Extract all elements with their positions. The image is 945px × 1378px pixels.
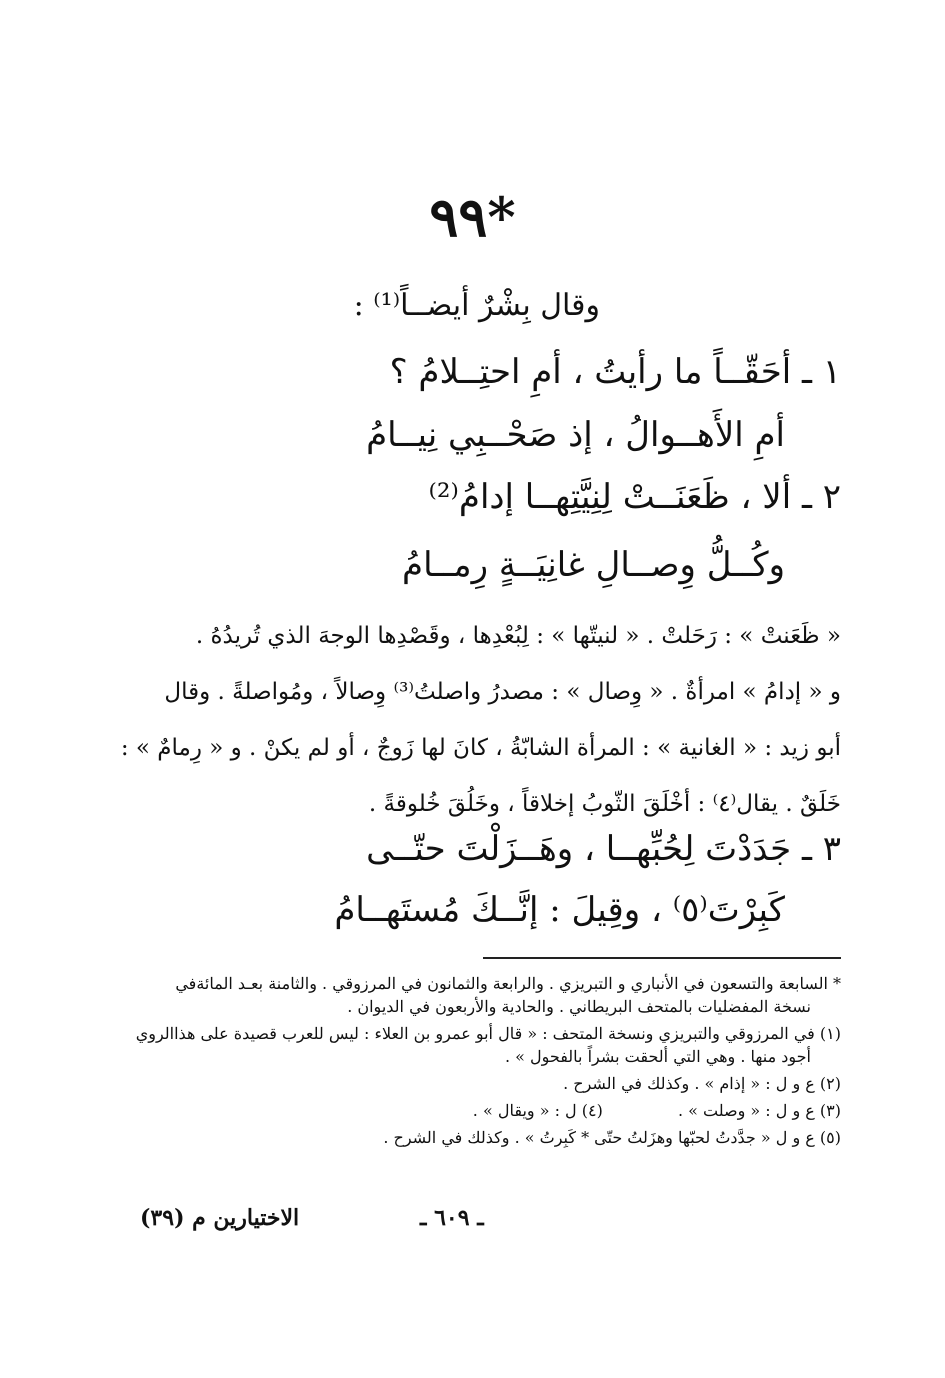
footnote-text: نسخة المفضليات بالمتحف البريطاني . والحادية والأربعون في الديوان . [347, 997, 811, 1016]
commentary-line: « ظَعَنتْ » : رَحَلتْ . « لنيتّها » : لِبُعْدِها ، وقَصْدِها الوجهَ الذي تُريدُهُ . [195, 623, 841, 649]
verse-2-first-hemistich: ٢ ـ ألا ، ظَعَنَــتْ لِنِيَّتِهــا إدامُ⁽²⁾ [428, 477, 841, 517]
footnote-text: (٥) ع و ل « جدَّدتُ لحبّها وهزَلتُ حتّى * كَبِرتُ » . وكذلك في الشرح . [383, 1128, 841, 1147]
signature-mark: الاختيارين م (٣٩) [140, 1205, 300, 1231]
verse-3-first-hemistich: ٣ ـ جَدَدْتَ لِحُبِّهــا ، وهَــزَلْتَ حتّــى [366, 829, 841, 869]
page-number: ـ ٦٠٩ ـ [420, 1205, 484, 1231]
footnote-star [106, 972, 841, 1018]
footnote-text: (١) في المرزوقي والتبريزي ونسخة المتحف : « قال أبو عمرو بن العلاء : ليس للعرب قصيدة على هذاالروي [135, 1024, 841, 1043]
footnote-text: * السابعة والتسعون في الأنباري و التبريزي . والرابعة والثمانون في المرزوقي . والثامنة بعـد المائةفي [175, 974, 841, 993]
page-footer [140, 1205, 841, 1235]
commentary-line: أبو زيد : « الغانية » : المرأة الشابّةُ ، كانَ لها زَوجٌ ، أو لم يكنْ . و « رِمامٌ » : [120, 735, 841, 761]
footnote-text: (٢) ع و ل : « إذام » . وكذلك في الشرح . [563, 1074, 841, 1093]
footnote-separator [483, 957, 841, 959]
footnote-text: (٣) ع و ل : « وصلت » . [677, 1101, 841, 1120]
poem-number: ٩٩* [429, 185, 516, 249]
verse-3-second-hemistich: كَبِرْتَ⁽٥⁾ ، وقِيلَ : إنَّــكَ مُستَهــامُ [334, 890, 785, 930]
footnotes [106, 972, 841, 1153]
commentary-line: و « إدامُ » امرأةٌ . « وِصال » : مصدرُ واصلتُ⁽³⁾ وِصالاً ، ومُواصلةً . وقال [164, 679, 841, 705]
footnote-2 [106, 1072, 841, 1095]
verse-1-first-hemistich: ١ ـ أحَقّــاً ما رأيتُ ، أمِ احتِــلامُ ؟ [389, 352, 841, 392]
commentary [105, 608, 841, 832]
poem-intro: وقال بِشْرٌ أيضــاً⁽¹⁾ : [353, 288, 600, 323]
footnote-3-4 [106, 1099, 841, 1122]
commentary-line: خَلَقٌ . يقال⁽٤⁾ : أخْلَقَ الثّوبُ إخلاقاً ، وخَلُقَ خُلوقةً . [368, 791, 841, 817]
footnote-text: أجود منها . وهي التي ألحقت بشراً بالفحول » . [504, 1047, 811, 1066]
footnote-text: (٤) ل : « ويقال » . [472, 1101, 603, 1120]
footnote-1 [106, 1022, 841, 1068]
verse-2-second-hemistich: وكُــلُّ وِصــالِ غانِيَــةٍ رِمــامُ [402, 545, 785, 585]
verse-1-second-hemistich: أمِ الأَهــوالُ ، إذ صَحْــبِي نِيــامُ [366, 415, 785, 455]
footnote-5 [106, 1126, 841, 1149]
